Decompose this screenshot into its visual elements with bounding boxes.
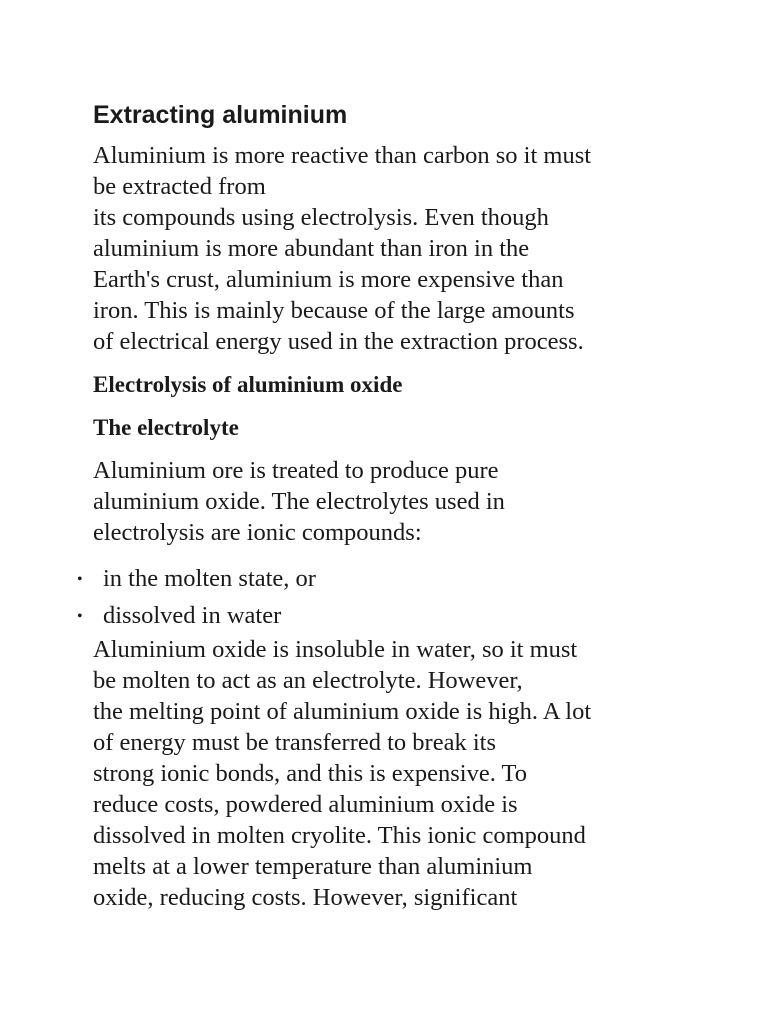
text-line: its compounds using electrolysis. Even though	[93, 204, 549, 231]
text-line: be extracted from	[93, 173, 266, 200]
electrolyte-state-list	[77, 560, 693, 634]
text-line: the melting point of aluminium oxide is high. A lot	[93, 698, 592, 725]
text-line: of energy must be transferred to break its	[93, 729, 496, 756]
text-line: Aluminium ore is treated to produce pure	[93, 457, 499, 484]
text-line: iron. This is mainly because of the large amounts	[93, 297, 575, 324]
text-line: electrolysis are ionic compounds:	[93, 519, 422, 546]
text-line: Earth's crust, aluminium is more expensive than	[93, 266, 564, 293]
page-title: Extracting aluminium	[93, 101, 348, 129]
text-line: aluminium is more abundant than iron in the	[93, 235, 530, 262]
subsection-heading-electrolyte: The electrolyte	[93, 415, 239, 440]
list-item-text: in the molten state, or	[103, 565, 316, 592]
text-line: Aluminium is more reactive than carbon so it must	[93, 142, 592, 169]
list-item	[77, 597, 693, 634]
text-line: be molten to act as an electrolyte. However,	[93, 667, 523, 694]
list-item-text: dissolved in water	[103, 602, 282, 629]
bullet-icon: •	[77, 608, 83, 625]
text-line: of electrical energy used in the extraction process.	[93, 328, 584, 355]
text-line: oxide, reducing costs. However, significant	[93, 884, 518, 911]
oxide-paragraph	[93, 634, 693, 913]
list-item	[77, 560, 693, 597]
text-line: aluminium oxide. The electrolytes used in	[93, 488, 505, 515]
text-line: strong ionic bonds, and this is expensive. To	[93, 760, 528, 787]
text-line: Aluminium oxide is insoluble in water, so it must	[93, 636, 578, 663]
bullet-icon: •	[77, 571, 83, 588]
text-line: dissolved in molten cryolite. This ionic compound	[93, 822, 586, 849]
section-heading-electrolysis: Electrolysis of aluminium oxide	[93, 372, 403, 397]
document-page	[77, 98, 693, 913]
text-line: melts at a lower temperature than aluminium	[93, 853, 533, 880]
ore-paragraph	[93, 455, 693, 548]
intro-paragraph	[93, 140, 693, 357]
text-line: reduce costs, powdered aluminium oxide is	[93, 791, 518, 818]
